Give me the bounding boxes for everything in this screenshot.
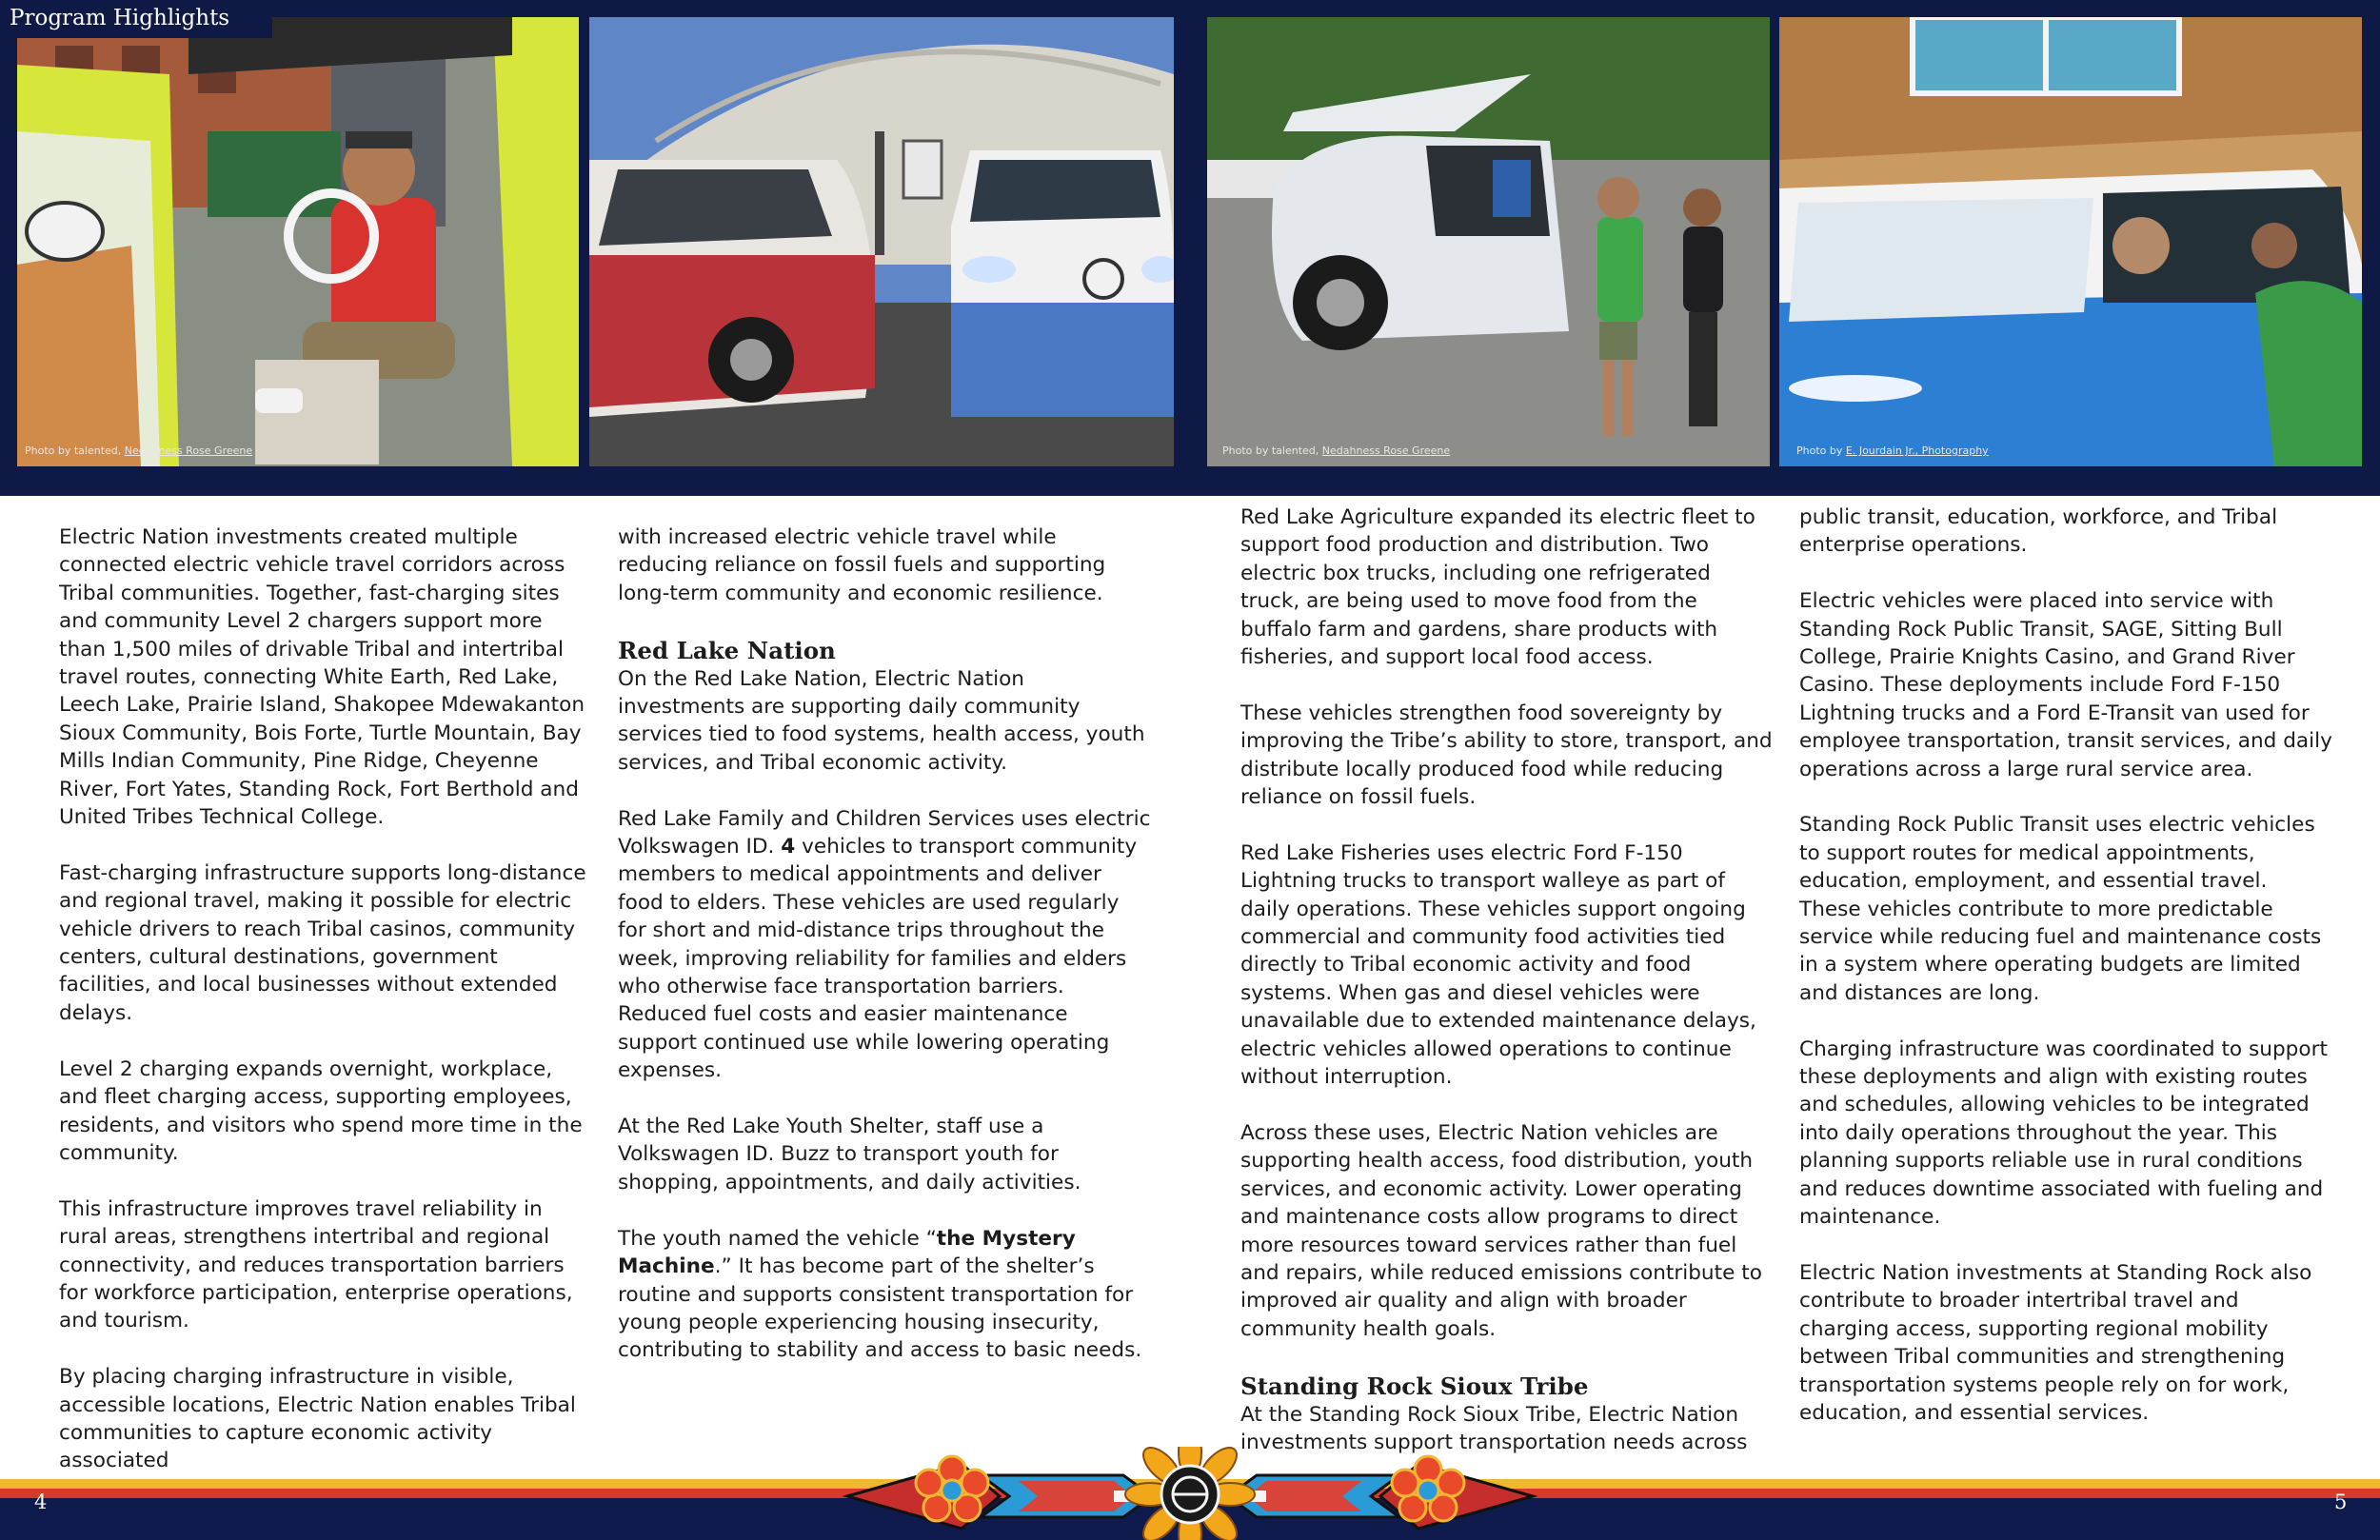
paragraph: On the Red Lake Nation, Electric Nation investments are supporting daily community services tied to food systems, health access, youth services, and Tribal economic activity. bbox=[618, 666, 1145, 775]
section-heading-red-lake: Red Lake Nation bbox=[618, 636, 836, 664]
page-number-right: 5 bbox=[2334, 1491, 2348, 1513]
paragraph: These vehicles strengthen food sovereignty by improving the Tribe’s ability to store, transport, and distribute locally produced food while reducing reliance on fossil fuels. bbox=[1240, 701, 1773, 810]
footer-ornament-band bbox=[0, 1447, 2380, 1540]
paragraph: Standing Rock Public Transit uses electric vehicles to support routes for medical appointments, education, employment, and essential travel. These vehicles contribute to more predictable service while reducing fuel and maintenance costs in a system where operating budgets are limited and distances are long. bbox=[1799, 813, 2322, 1005]
column-2 bbox=[618, 523, 1151, 1365]
beadwork-ornament bbox=[847, 1447, 1533, 1540]
photo-band bbox=[0, 0, 2380, 496]
paragraph: Across these uses, Electric Nation vehicles are supporting health access, food distribution, youth services, and economic activity. Lower operating and maintenance costs allow programs to direct more resources toward services rather than fuel and repairs, while reduced emissions contribute to improved air quality and align with broader community health goals. bbox=[1240, 1120, 1762, 1341]
paragraph: This infrastructure improves travel reliability in rural areas, strengthens intertribal and regional connectivity, and reduces transportation barriers for workforce participation, enterprise operations, and tourism. bbox=[59, 1196, 573, 1333]
page-number-left: 4 bbox=[34, 1491, 48, 1513]
paragraph: The youth named the vehicle “the Mystery Machine.” It has become part of the shelter’s routine and supports consistent transportation for young people experiencing housing insecurity, contributing to stability and access to basic needs. bbox=[618, 1226, 1142, 1363]
paragraph: Fast-charging infrastructure supports long-distance and regional travel, making it possible for electric vehicle drivers to reach Tribal casinos, community centers, cultural destinations, government facilities, and local businesses without extended delays. bbox=[59, 860, 586, 1025]
paragraph: Electric Nation investments at Standing Rock also contribute to broader intertribal travel and charging access, supporting regional mobility between Tribal communities and strengthening transportation systems people rely on for work, education, and essential services. bbox=[1799, 1260, 2312, 1425]
paragraph: Level 2 charging expands overnight, workplace, and fleet charging access, supporting employees, residents, and visitors who spend more time in the community. bbox=[59, 1056, 583, 1165]
paragraph: Red Lake Agriculture expanded its electric fleet to support food production and distribution. Two electric box trucks, including one refrigerated truck, are being used to move food from the buffalo farm and gardens, share products with fisheries, and support local food access. bbox=[1240, 505, 1755, 670]
section-heading-standing-rock: Standing Rock Sioux Tribe bbox=[1240, 1372, 1589, 1400]
photo-man-in-yellow-van bbox=[17, 17, 579, 466]
photo-credit: Photo by talented, Nedahness Rose Greene bbox=[25, 444, 253, 457]
paragraph: By placing charging infrastructure in visible, accessible locations, Electric Nation enables Tribal communities to capture economic activity associated bbox=[59, 1365, 576, 1473]
paragraph: Electric vehicles were placed into service with Standing Rock Public Transit, SAGE, Sitting Bull College, Prairie Knights Casino, and Grand River Casino. These deployments include Ford F-150 Lightning trucks and a Ford E-Transit van used for employee transportation, transit services, and daily operations across a large rural service area. bbox=[1799, 589, 2332, 781]
paragraph: Red Lake Family and Children Services uses electric Volkswagen ID. 4 vehicles to transport community members to medical appointments and deliver food to elders. These vehicles are used regularly for short and mid-distance trips throughout the week, improving reliability for families and elders who otherwise face transportation barriers. Reduced fuel costs and easier maintenance support continued use while lowering operating expenses. bbox=[618, 806, 1151, 1083]
paragraph: Electric Nation investments created multiple connected electric vehicle travel corridors across Tribal communities. Together, fast-charging sites and community Level 2 chargers support more than 1,500 miles of drivable Tribal and intertribal travel routes, connecting White Earth, Red Lake, Leech Lake, Prairie Island, Shakopee Mdewakanton Sioux Community, Bois Forte, Turtle Mountain, Bay Mills Indian Community, Pine Ridge, Cheyenne River, Fort Yates, Standing Rock, Fort Berthold and United Tribes Technical College. bbox=[59, 525, 585, 830]
column-4 bbox=[1799, 503, 2332, 1427]
paragraph: Red Lake Fisheries uses electric Ford F-150 Lightning trucks to transport walleye as part of daily operations. These vehicles support ongoing commercial and community food activities tied directly to Tribal economic activity and food systems. When gas and diesel vehicles were unavailable due to extended maintenance delays, electric vehicles allowed operations to continue without interruption. bbox=[1240, 840, 1756, 1090]
column-1 bbox=[59, 523, 592, 1475]
paragraph: with increased electric vehicle travel while reducing reliance on fossil fuels and supporting long-term community and economic resilience. bbox=[618, 525, 1106, 605]
paragraph: Charging infrastructure was coordinated to support these deployments and align with existing routes and schedules, allowing vehicles to be integrated into daily operations throughout the year. This planning supports reliable use in rural conditions and reduces downtime associated with fueling and maintenance. bbox=[1799, 1037, 2328, 1230]
paragraph: public transit, education, workforce, and Tribal enterprise operations. bbox=[1799, 505, 2278, 558]
photo-blue-vw-bus bbox=[1779, 17, 2362, 466]
column-3 bbox=[1240, 503, 1774, 1456]
paragraph: At the Red Lake Youth Shelter, staff use a Volkswagen ID. Buzz to transport youth for shopping, appointments, and daily activities. bbox=[618, 1115, 1081, 1194]
photo-credit: Photo by talented, Nedahness Rose Greene bbox=[1222, 444, 1451, 457]
photo-two-vw-vans bbox=[589, 17, 1174, 466]
section-title: Program Highlights bbox=[0, 0, 272, 38]
photo-credit: Photo by E. Jourdain Jr., Photography bbox=[1796, 444, 1989, 457]
photo-white-suv-with-kids bbox=[1207, 17, 1770, 466]
paragraph: At the Standing Rock Sioux Tribe, Electric Nation investments support transportation needs across bbox=[1240, 1402, 1748, 1454]
